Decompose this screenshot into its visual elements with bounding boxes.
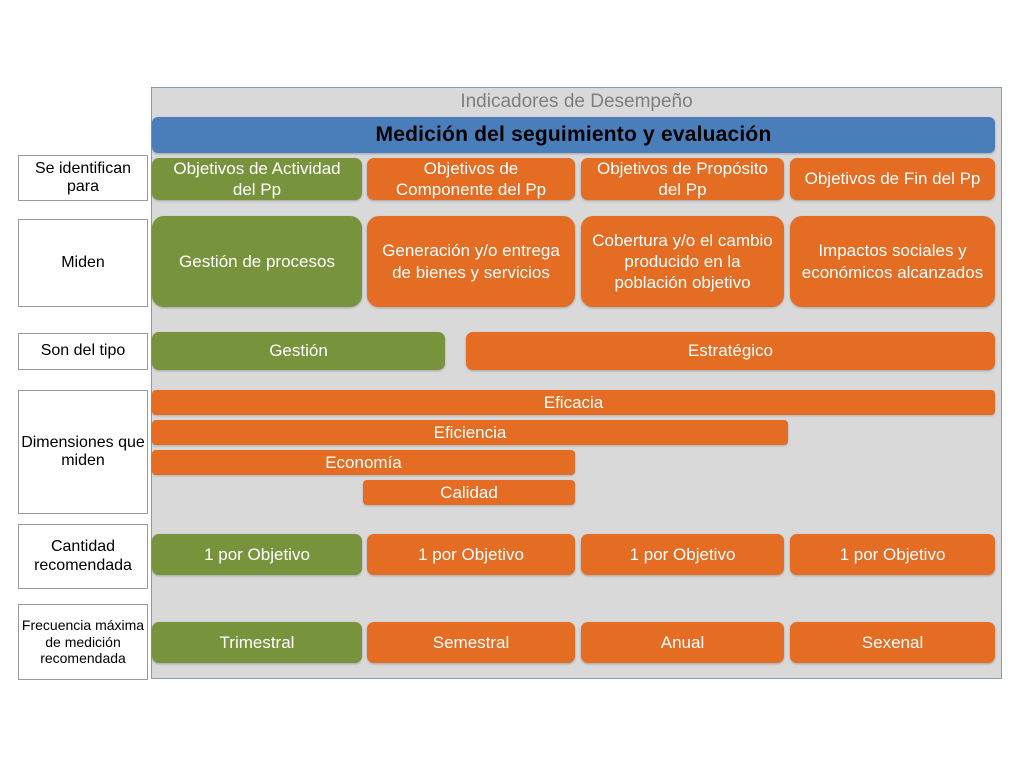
frecuencia-semestral: Semestral — [367, 622, 575, 663]
label-miden: Miden — [18, 219, 148, 307]
dim-eficacia: Eficacia — [152, 390, 995, 415]
miden-generacion: Generación y/o entrega de bienes y servicios — [367, 216, 575, 307]
dim-calidad: Calidad — [363, 480, 575, 505]
label-dimensiones: Dimensiones que miden — [18, 390, 148, 514]
miden-impactos: Impactos sociales y económicos alcanzados — [790, 216, 995, 307]
cantidad-fin: 1 por Objetivo — [790, 534, 995, 575]
panel-title: Indicadores de Desempeño — [460, 91, 693, 112]
miden-cobertura: Cobertura y/o el cambio producido en la población objetivo — [581, 216, 784, 307]
obj-actividad: Objetivos de Actividad del Pp — [152, 158, 362, 200]
miden-gestion-procesos: Gestión de procesos — [152, 216, 362, 307]
label-cantidad: Cantidad recomendada — [18, 524, 148, 589]
banner-medicion: Medición del seguimiento y evaluación — [152, 117, 995, 153]
obj-componente: Objetivos de Componente del Pp — [367, 158, 575, 200]
frecuencia-sexenal: Sexenal — [790, 622, 995, 663]
frecuencia-anual: Anual — [581, 622, 784, 663]
obj-proposito: Objetivos de Propósito del Pp — [581, 158, 784, 200]
dim-eficiencia: Eficiencia — [152, 420, 788, 445]
cantidad-actividad: 1 por Objetivo — [152, 534, 362, 575]
label-frecuencia: Frecuencia máxima de medición recomendada — [18, 604, 148, 680]
dim-economia: Economía — [152, 450, 575, 475]
tipo-estrategico: Estratégico — [466, 332, 995, 370]
cantidad-proposito: 1 por Objetivo — [581, 534, 784, 575]
obj-fin: Objetivos de Fin del Pp — [790, 158, 995, 200]
frecuencia-trimestral: Trimestral — [152, 622, 362, 663]
tipo-gestion: Gestión — [152, 332, 445, 370]
label-identifican: Se identifican para — [18, 155, 148, 201]
label-tipo: Son del tipo — [18, 333, 148, 370]
cantidad-componente: 1 por Objetivo — [367, 534, 575, 575]
